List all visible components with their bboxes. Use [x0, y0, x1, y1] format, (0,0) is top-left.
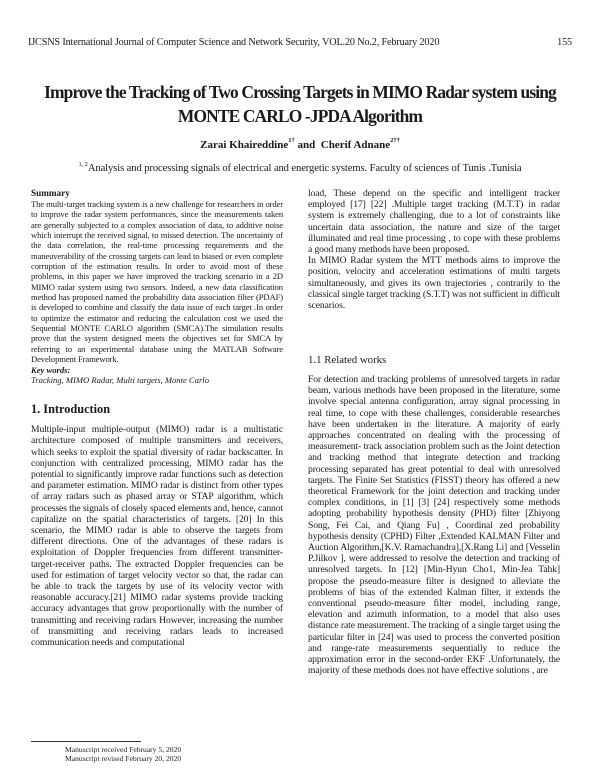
- footnotes: [31, 741, 283, 763]
- keywords-text: Tracking, MIMO Radar, Multi targets, Monte Carlo: [31, 374, 209, 385]
- paper-title: Improve the Tracking of Two Crossing Targets in MIMO Radar system using MONTE CARLO -JPDA Algorithm: [44, 82, 556, 126]
- manuscript-revised: Manuscript revised February 20, 2020: [65, 754, 182, 764]
- continuation-paragraph: load, These depend on the specific and intelligent tracker employed [17] [22] .Multiple target tracking (M.T.T) in radar system is extremely challenging, due to a lot of constraints like uncertain data association, the nature and size of the target illuminated and real time processing , to cope with these problems a good many methods have been proposed.: [308, 188, 560, 256]
- author-1-name: Zarai Khaireddine: [200, 139, 289, 151]
- running-header: [28, 37, 572, 51]
- affiliation: [30, 163, 570, 174]
- manuscript-received: Manuscript received February 5, 2020: [65, 745, 182, 754]
- related-works-heading: 1.1 Related works: [308, 354, 387, 366]
- author-line: [30, 139, 570, 151]
- related-works-text: For detection and tracking problems of unresolved targets in radar beam, various methods have been proposed in the literature, some involve special antenna configuration, array signal processing in real time, to cope with these challenges, considerable researches have been undertaken in the literature. A majority of early approaches concentrated on dealing with the processing of measurement- track association problem such as the Joint detection and tracking method that integrate detection and tracking processing separated has great potential to deal with unresolved targets. The Finite Set Statistics (FISST) theory has offered a new theoretical Framework for the joint detection and tracking under complex conditions, in [1] [3] [24] respectively some methods adopting probability hypothesis density (PHD) filter [Zhiyong Song, Fei Cai, and Qiang Fu] , Coordinal zed probability hypothesis density (CPHD) Filter ,Extended KALMAN Filter and Auction Algorithm,[K.V. Ramachandra],[X.Rang Li] and [Vesselin P.Jilkov ], were addressed to resolve the detection and tracking of unresolved targets. In [12] [Min-Hyun Cho1, Min-Jea Tahk] propose the pseudo-measure filter is designed to alleviate the problems of bias of the extended Kalman filter, it extends the conventional pseudo-measure filter model, including range, elevation and azimuth information, to a model that also uses distance rate measurement. The tracking of a single target using the particular filter in [24] was used to process the converted position and range-rate measurements sequentially to reduce the approximation error in the second-order EKF .Unfortunately, the majority of these methods does not have effective solutions , are: [308, 374, 560, 677]
- journal-citation: IJCSNS International Journal of Computer Science and Network Security, VOL.20 No.2, February 2020: [28, 37, 440, 48]
- introduction-text: Multiple-input multiple-output (MIMO) radar is a multistatic architecture composed of multiple transmitters and receivers, which seeks to exploit the spatial diversity of radar backscatter. In conjunction with centralized processing, MIMO radar has the potential to significantly improve radar functions such as detection and parameter estimation. MIMO radar is distinct from other types of array radars such as phased array or STAP algorithm, which processes the signals of closely spaced elements and, hence, cannot capitalize on the spatial characteristics of targets. [20] In this scenario, the MIMO radar is able to observe the targets from different directions. One of the advantages of these radars is exploitation of Doppler frequencies from different transmitter-target-receiver paths. The extracted Doppler frequencies can be used for estimation of target velocity vector so that, the radar can be able to track the targets by use of its velocity vector with reasonable accuracy.[21] MIMO radar systems provide tracking accuracy advantages that grow proportionally with the number of transmitting and receiving radars However, increasing the number of transmitting and receiving radars leads to increased communication needs and computational: [31, 424, 283, 649]
- author-conjunction: and: [297, 139, 316, 151]
- page-number: 155: [557, 37, 572, 48]
- introduction-heading: 1. Introduction: [31, 402, 111, 417]
- summary-text: The multi-target tracking system is a new challenge for researchers in order to improve the radar system performances, since the measurements taken are generally subjected to a complex association of data, to additive noise which interrupt the received signal, to missed detection. The uncertainty of the data correlation, the real-time processing requirements and the maneuverability of the crossing targets can lead to biased or even complete corruption of the estimation results. In order to avoid most of these problems, in this paper we have improved the tracking scenario in a 2D MIMO radar system using two sensors. Indeed, a new data classification method has proposed named the probability data association filter (PDAF) is developed to combine and classify the data issue of each target .In order to optimize the estimator and reducing the calculation cost we used the Sequential MONTE CARLO algorithm (SMCA).The simulation results prove that the system designed meets the objectives set for SMCA by referring to an experimental database using the MATLAB Software Development Framework.: [31, 199, 283, 365]
- affiliation-mark: 1, 2: [78, 161, 88, 168]
- left-column: [31, 188, 283, 648]
- affiliation-text: Analysis and processing signals of electrical and energetic systems. Faculty of sciences of Tunis .Tunisia: [87, 163, 522, 174]
- author-2-affiliation-mark: 2††: [390, 137, 400, 144]
- summary-heading: Summary: [31, 188, 70, 198]
- mtt-paragraph: In MIMO Radar system the MTT methods aims to improve the position, velocity and acceleration estimations of multi targets simultaneously, and gives its own trajectories , contrarily to the classical single target tracking (S.T.T) was not sufficient in difficult scenarios.: [308, 255, 560, 312]
- footnote-rule: [31, 741, 141, 742]
- right-column: [308, 188, 560, 676]
- author-1-affiliation-mark: 1†: [288, 137, 295, 144]
- keywords-label: Key words:: [31, 364, 71, 375]
- author-2-name: Cherif Adnane: [320, 139, 391, 151]
